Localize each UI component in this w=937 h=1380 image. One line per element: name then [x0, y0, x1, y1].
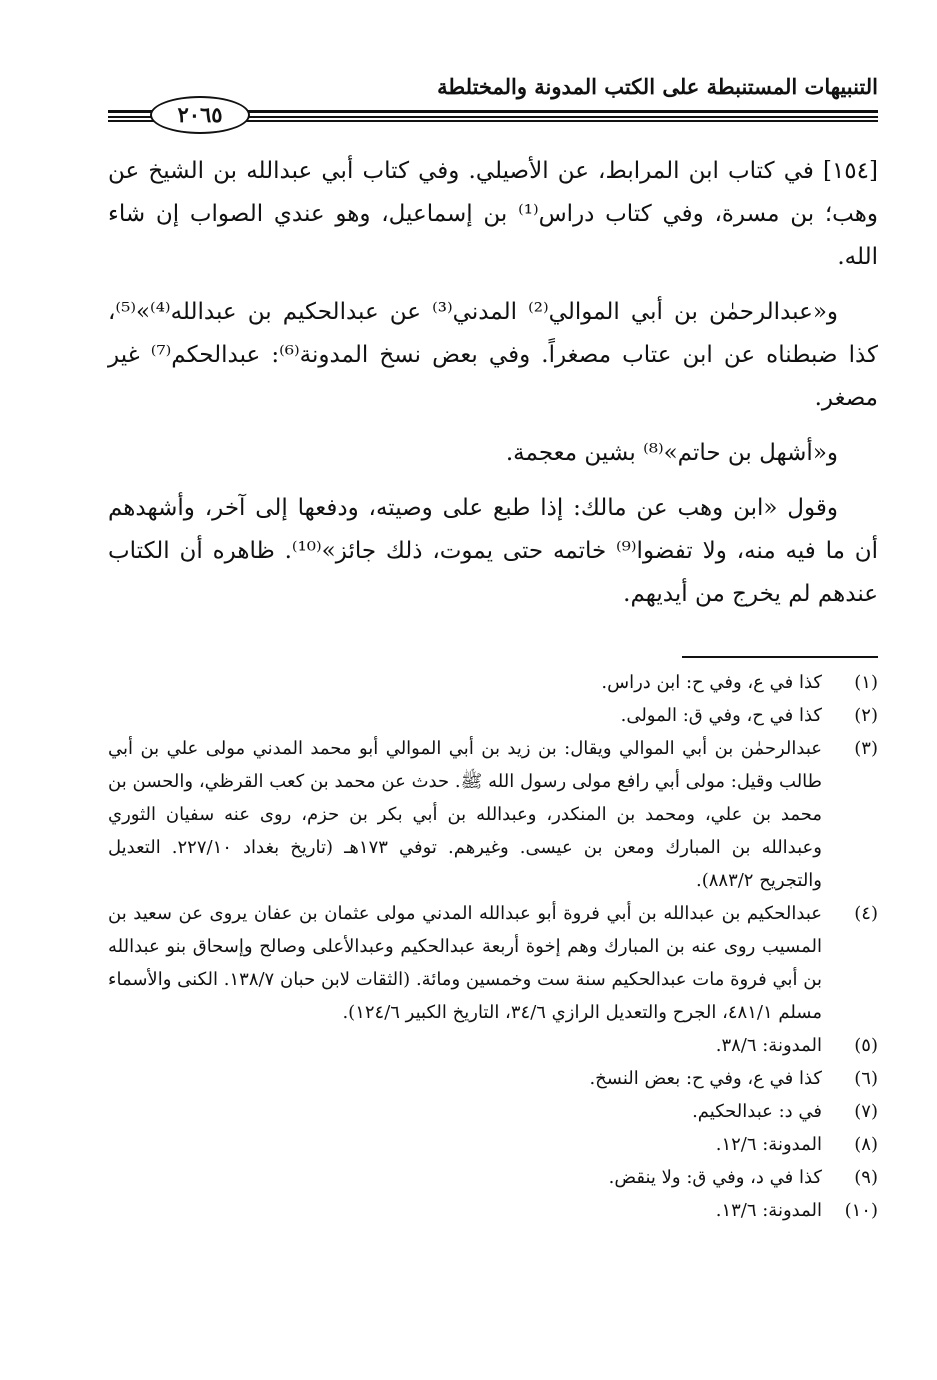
footnote: [108, 1095, 878, 1128]
footnote: [108, 897, 878, 1029]
footnote-text: كذا في ع، وفي ح: بعض النسخ.: [589, 1068, 822, 1089]
footnote-number: (٧): [854, 1101, 878, 1122]
footnote-divider: [682, 656, 878, 658]
footnote-text: عبدالحكيم بن عبدالله بن أبي فروة أبو عبدالله المدني مولى عثمان بن عفان يروى عن سعيد بن المسيب روى عنه بن المبارك وهم إخوة أربعة عبدالحكيم وعبدالأعلى وصالح وإسحاق بنو عبدالله بن أبي فروة مات عبدالحكيم سنة ست وخمسين ومائة. (الثقات لابن حبان ١٣٨/٧. الكنى والأسماء مسلم ٤٨١/١، الجرح والتعديل الرازي ٣٤/٦، التاريخ الكبير ١٢٤/٦).: [108, 903, 823, 1023]
paragraph: [١٥٤] في كتاب ابن المرابط، عن الأصيلي. وفي كتاب أبي عبدالله بن الشيخ عن وهب؛ بن مسرة، وفي كتاب دراس⁽¹⁾ بن إسماعيل، وهو عندي الصواب إن شاء الله.: [108, 158, 878, 270]
footnote: [108, 1128, 878, 1161]
paragraph: وقول «ابن وهب عن مالك: إذا طبع على وصيته، ودفعها إلى آخر، وأشهدهم أن ما فيه منه، ولا تفضوا⁽⁹⁾ خاتمه حتى يموت، ذلك جائز»⁽¹⁰⁾. ظاهره أن الكتاب عندهم لم يخرج من أيديهم.: [108, 495, 878, 607]
footnote: [108, 1062, 878, 1095]
paragraph: و«عبدالرحمٰن بن أبي الموالي⁽²⁾ المدني⁽³⁾ عن عبدالحكيم بن عبدالله⁽⁴⁾»⁽⁵⁾، كذا ضبطناه عن ابن عتاب مصغراً. وفي بعض نسخ المدونة⁽⁶⁾: عبدالحكم⁽⁷⁾ غير مصغر.: [108, 299, 878, 411]
main-text: [108, 150, 878, 616]
footnote-text: في د: عبدالحكيم.: [692, 1101, 822, 1122]
footnote: [108, 699, 878, 732]
footnote-text: كذا في ح، وفي ق: المولى.: [620, 705, 822, 726]
footnote-number: (١): [854, 672, 878, 693]
footnote-number: (٩): [854, 1167, 878, 1188]
footnote-text: كذا في د، وفي ق: ولا ينقض.: [608, 1167, 822, 1188]
footnote-number: (٢): [854, 705, 878, 726]
footnote-text: المدونة: ١٢/٦.: [715, 1134, 822, 1155]
footnote: [108, 666, 878, 699]
footnote-number: (١٠): [844, 1200, 878, 1221]
footnote-number: (٣): [854, 738, 878, 759]
footnote: [108, 1029, 878, 1062]
paragraph: و«أشهل بن حاتم»⁽⁸⁾ بشين معجمة.: [505, 440, 838, 466]
footnote-number: (٥): [854, 1035, 878, 1056]
footnote: [108, 1194, 878, 1227]
footnote-text: المدونة: ٣٨/٦.: [715, 1035, 822, 1056]
footnote-text: المدونة: ١٣/٦.: [715, 1200, 822, 1221]
footnote: [108, 1161, 878, 1194]
footnote-text: عبدالرحمٰن بن أبي الموالي ويقال: بن زيد بن أبي الموالي أبو محمد المدني مولى علي بن أبي طالب وقيل: مولى أبي رافع مولى رسول الله ﷺ. حدث عن محمد بن كعب القرظي، والحسن بن محمد بن علي، ومحمد بن المنكدر، وعبدالله بن أبي بكر بن حزم، روى عنه سفيان الثوري وعبدالله بن المبارك ومعن بن عيسى. وغيرهم. توفي ١٧٣هـ (تاريخ بغداد ٢٢٧/١٠. التعديل والتجريح ٨٨٣/٢).: [108, 738, 822, 891]
footnotes: [108, 666, 878, 1227]
page-number: ٢٠٦٥: [150, 96, 250, 134]
footnote-number: (٤): [854, 903, 878, 924]
running-title: التنبيهات المستنبطة على الكتب المدونة والمختلطة: [437, 74, 878, 99]
footnote-text: كذا في ع، وفي ح: ابن دراس.: [601, 672, 822, 693]
page-header: [108, 74, 878, 130]
footnote-number: (٦): [854, 1068, 878, 1089]
footnote-number: (٨): [854, 1134, 878, 1155]
footnote: [108, 732, 878, 897]
